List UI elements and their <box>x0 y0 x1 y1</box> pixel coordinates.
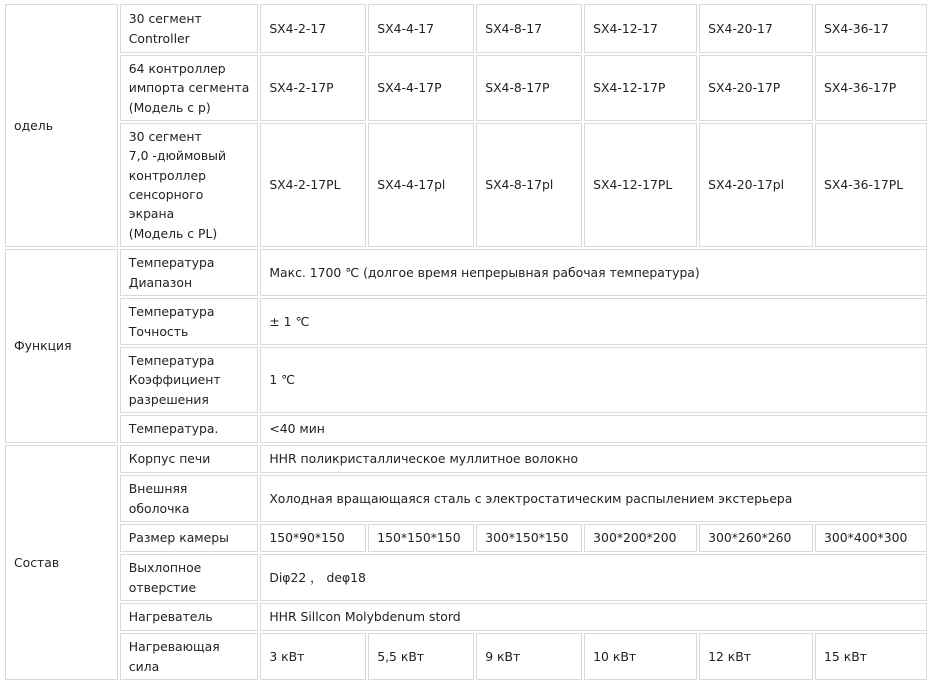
param-cell: Размер камеры <box>120 524 259 552</box>
param-cell: 30 сегмент Controller <box>120 4 259 53</box>
value-cell: 5,5 кВт <box>368 633 474 680</box>
value-cell: SX4-8-17 <box>476 4 582 53</box>
value-cell: SX4-8-17P <box>476 55 582 121</box>
value-cell: 1 ℃ <box>260 347 927 413</box>
value-cell: SX4-12-17P <box>584 55 697 121</box>
group-label-model: одель <box>5 4 118 247</box>
value-cell: 300*260*260 <box>699 524 813 552</box>
group-label-function: Функция <box>5 249 118 443</box>
value-cell: Макс. 1700 ℃ (долгое время непрерывная рабочая температура) <box>260 249 927 296</box>
param-cell: Температура Диапазон <box>120 249 259 296</box>
value-cell: <40 мин <box>260 415 927 443</box>
param-cell: Температура. <box>120 415 259 443</box>
table-row <box>5 298 927 345</box>
table-row <box>5 554 927 601</box>
value-cell: SX4-2-17P <box>260 55 366 121</box>
value-cell: 300*200*200 <box>584 524 697 552</box>
value-cell: SX4-12-17 <box>584 4 697 53</box>
value-cell: SX4-20-17P <box>699 55 813 121</box>
table-row <box>5 123 927 247</box>
value-cell: Холодная вращающаяся сталь с электростатическим распылением экстерьера <box>260 475 927 522</box>
table-row <box>5 347 927 413</box>
spec-table <box>3 2 929 682</box>
table-row <box>5 603 927 631</box>
value-cell: 150*150*150 <box>368 524 474 552</box>
param-cell: Выхлопное отверстие <box>120 554 259 601</box>
table-row <box>5 475 927 522</box>
table-row <box>5 633 927 680</box>
value-cell: 10 кВт <box>584 633 697 680</box>
value-cell: 3 кВт <box>260 633 366 680</box>
param-cell: 30 сегмент 7,0 -дюймовый контроллер сенсорного экрана (Модель с PL) <box>120 123 259 247</box>
table-row <box>5 445 927 473</box>
value-cell: Diφ22 ， deφ18 <box>260 554 927 601</box>
table-row <box>5 249 927 296</box>
value-cell: HHR Sillcon Molybdenum stord <box>260 603 927 631</box>
value-cell: 15 кВт <box>815 633 927 680</box>
value-cell: SX4-36-17 <box>815 4 927 53</box>
value-cell: SX4-2-17 <box>260 4 366 53</box>
param-cell: 64 контроллер импорта сегмента (Модель с р) <box>120 55 259 121</box>
value-cell: SX4-4-17P <box>368 55 474 121</box>
value-cell: HHR поликристаллическое муллитное волокно <box>260 445 927 473</box>
param-cell: Нагревающая сила <box>120 633 259 680</box>
value-cell: SX4-20-17pl <box>699 123 813 247</box>
value-cell: SX4-4-17 <box>368 4 474 53</box>
value-cell: ± 1 ℃ <box>260 298 927 345</box>
value-cell: SX4-20-17 <box>699 4 813 53</box>
value-cell: SX4-2-17PL <box>260 123 366 247</box>
value-cell: SX4-36-17PL <box>815 123 927 247</box>
table-row <box>5 55 927 121</box>
param-cell: Нагреватель <box>120 603 259 631</box>
table-row <box>5 524 927 552</box>
value-cell: SX4-12-17PL <box>584 123 697 247</box>
param-cell: Внешняя оболочка <box>120 475 259 522</box>
value-cell: 9 кВт <box>476 633 582 680</box>
param-cell: Температура Коэффициент разрешения <box>120 347 259 413</box>
param-cell: Температура Точность <box>120 298 259 345</box>
value-cell: SX4-8-17pl <box>476 123 582 247</box>
table-row <box>5 4 927 53</box>
value-cell: 12 кВт <box>699 633 813 680</box>
group-label-composition: Состав <box>5 445 118 680</box>
table-row <box>5 415 927 443</box>
value-cell: 150*90*150 <box>260 524 366 552</box>
value-cell: SX4-36-17P <box>815 55 927 121</box>
value-cell: 300*150*150 <box>476 524 582 552</box>
param-cell: Корпус печи <box>120 445 259 473</box>
value-cell: 300*400*300 <box>815 524 927 552</box>
value-cell: SX4-4-17pl <box>368 123 474 247</box>
